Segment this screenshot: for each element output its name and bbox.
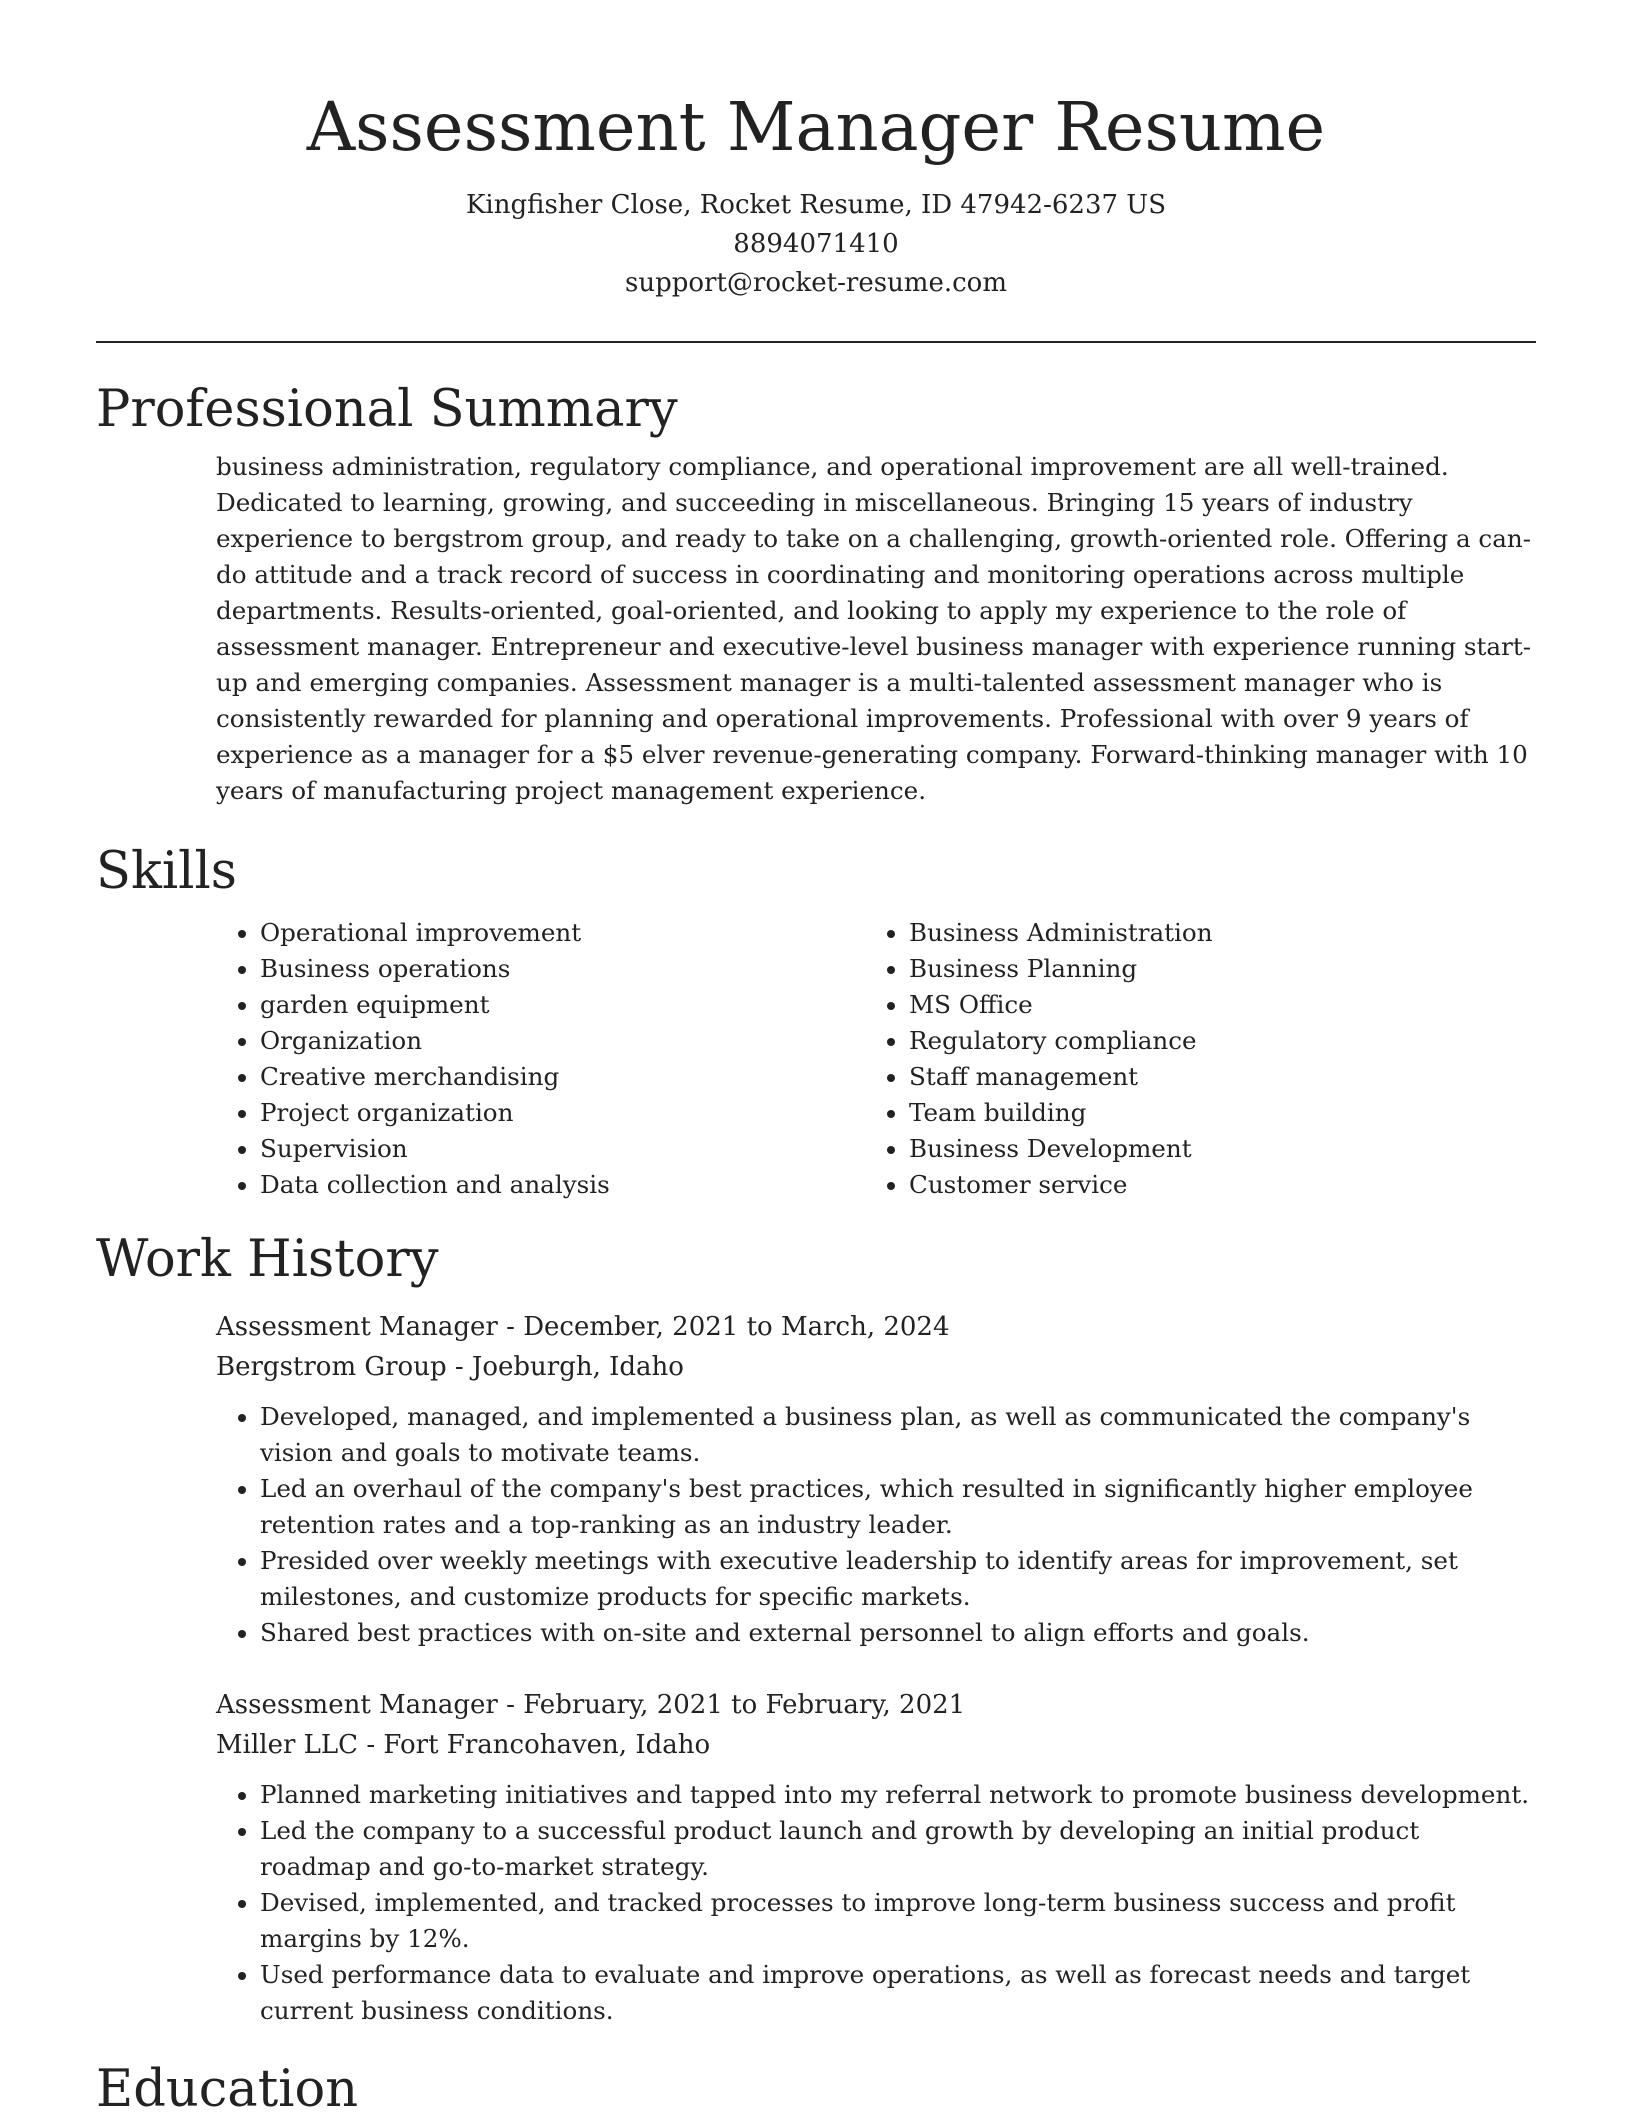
job-bullet: • Led an overhaul of the company's best practices, which resulted in significantly higher employee retention rates and a top-ranking as an industry leader. [260, 1471, 1536, 1543]
job-bullet: • Shared best practices with on-site and external personnel to align efforts and goals. [260, 1615, 1536, 1651]
skill-item: • Creative merchandising [260, 1059, 865, 1095]
skill-item: • Regulatory compliance [909, 1023, 1514, 1059]
skills-list-left [216, 915, 865, 1203]
job-bullet: • Led the company to a successful product launch and growth by developing an initial product roadmap and go-to-market strategy. [260, 1813, 1536, 1885]
job-bullet: • Developed, managed, and implemented a business plan, as well as communicated the company's vision and goals to motivate teams. [260, 1399, 1536, 1471]
contact-address: Kingfisher Close, Rocket Resume, ID 47942-6237 US [465, 190, 1167, 220]
education-heading: Education [96, 2060, 359, 2119]
skill-item: • Business operations [260, 951, 865, 987]
skill-item: • Organization [260, 1023, 865, 1059]
contact-block [96, 186, 1536, 303]
job-location: - Fort Francohaven, Idaho [358, 1730, 711, 1760]
summary-heading: Professional Summary [96, 380, 678, 439]
skill-item: • Project organization [260, 1095, 865, 1131]
skill-item: • garden equipment [260, 987, 865, 1023]
job-bullet: • Planned marketing initiatives and tapped into my referral network to promote business development. [260, 1777, 1536, 1813]
job-entry [216, 1685, 1536, 2029]
skill-item: • Business Development [909, 1131, 1514, 1167]
job-company: Miller LLC [216, 1730, 359, 1760]
contact-email: support@rocket-resume.com [624, 268, 1007, 298]
job-bullet: • Used performance data to evaluate and improve operations, as well as forecast needs and target current business conditions. [260, 1957, 1536, 2029]
job-bullets [216, 1399, 1536, 1651]
job-role: Assessment Manager [216, 1690, 498, 1720]
summary-text: business administration, regulatory compliance, and operational improvement are all well-trained. Dedicated to learning, growing, and succeeding in miscellaneous. Bringing 15 years of industry experience to bergstrom group, and ready to take on a challenging, growth-oriented role. Offering a can-do attitude and a track record of success in coordinating and monitoring operations across multiple departments. Results-oriented, goal-oriented, and looking to apply my experience to the role of assessment manager. Entrepreneur and executive-level business manager with experience running start-up and emerging companies. Assessment manager is a multi-talented assessment manager who is consistently rewarded for planning and operational improvements. Professional with over 9 years of experience as a manager for a $5 elver revenue-generating company. Forward-thinking manager with 10 years of manufacturing project management experience. [216, 452, 1532, 805]
job-dates: - February, 2021 to February, 2021 [497, 1690, 966, 1720]
job-company: Bergstrom Group [216, 1352, 447, 1382]
job-company-line [216, 1347, 1536, 1387]
skills-heading: Skills [96, 842, 237, 901]
skills-grid [216, 915, 1536, 1203]
job-company-line [216, 1725, 1536, 1765]
job-title-line [216, 1307, 1536, 1347]
skill-item: • Team building [909, 1095, 1514, 1131]
skill-item: • Supervision [260, 1131, 865, 1167]
skill-item: • Staff management [909, 1059, 1514, 1095]
skill-item: • Business Planning [909, 951, 1514, 987]
contact-phone: 8894071410 [733, 229, 899, 259]
skills-column-right [865, 915, 1514, 1203]
resume-title: Assessment Manager Resume [306, 88, 1326, 166]
skills-list-right [865, 915, 1514, 1203]
job-dates: - December, 2021 to March, 2024 [497, 1312, 950, 1342]
job-bullet: • Devised, implemented, and tracked processes to improve long-term business success and profit margins by 12%. [260, 1885, 1536, 1957]
skill-item: • Business Administration [909, 915, 1514, 951]
job-location: - Joeburgh, Idaho [446, 1352, 684, 1382]
skill-item: • Customer service [909, 1167, 1514, 1203]
job-role: Assessment Manager [216, 1312, 498, 1342]
skill-item: • Operational improvement [260, 915, 865, 951]
skill-item: • MS Office [909, 987, 1514, 1023]
job-title-line [216, 1685, 1536, 1725]
skills-column-left [216, 915, 865, 1203]
header-divider [96, 341, 1536, 343]
job-entry [216, 1307, 1536, 1651]
job-bullets [216, 1777, 1536, 2029]
resume-header [96, 0, 1536, 303]
work-history-heading: Work History [96, 1230, 439, 1289]
job-bullet: • Presided over weekly meetings with executive leadership to identify areas for improvement, set milestones, and customize products for specific markets. [260, 1543, 1536, 1615]
skill-item: • Data collection and analysis [260, 1167, 865, 1203]
